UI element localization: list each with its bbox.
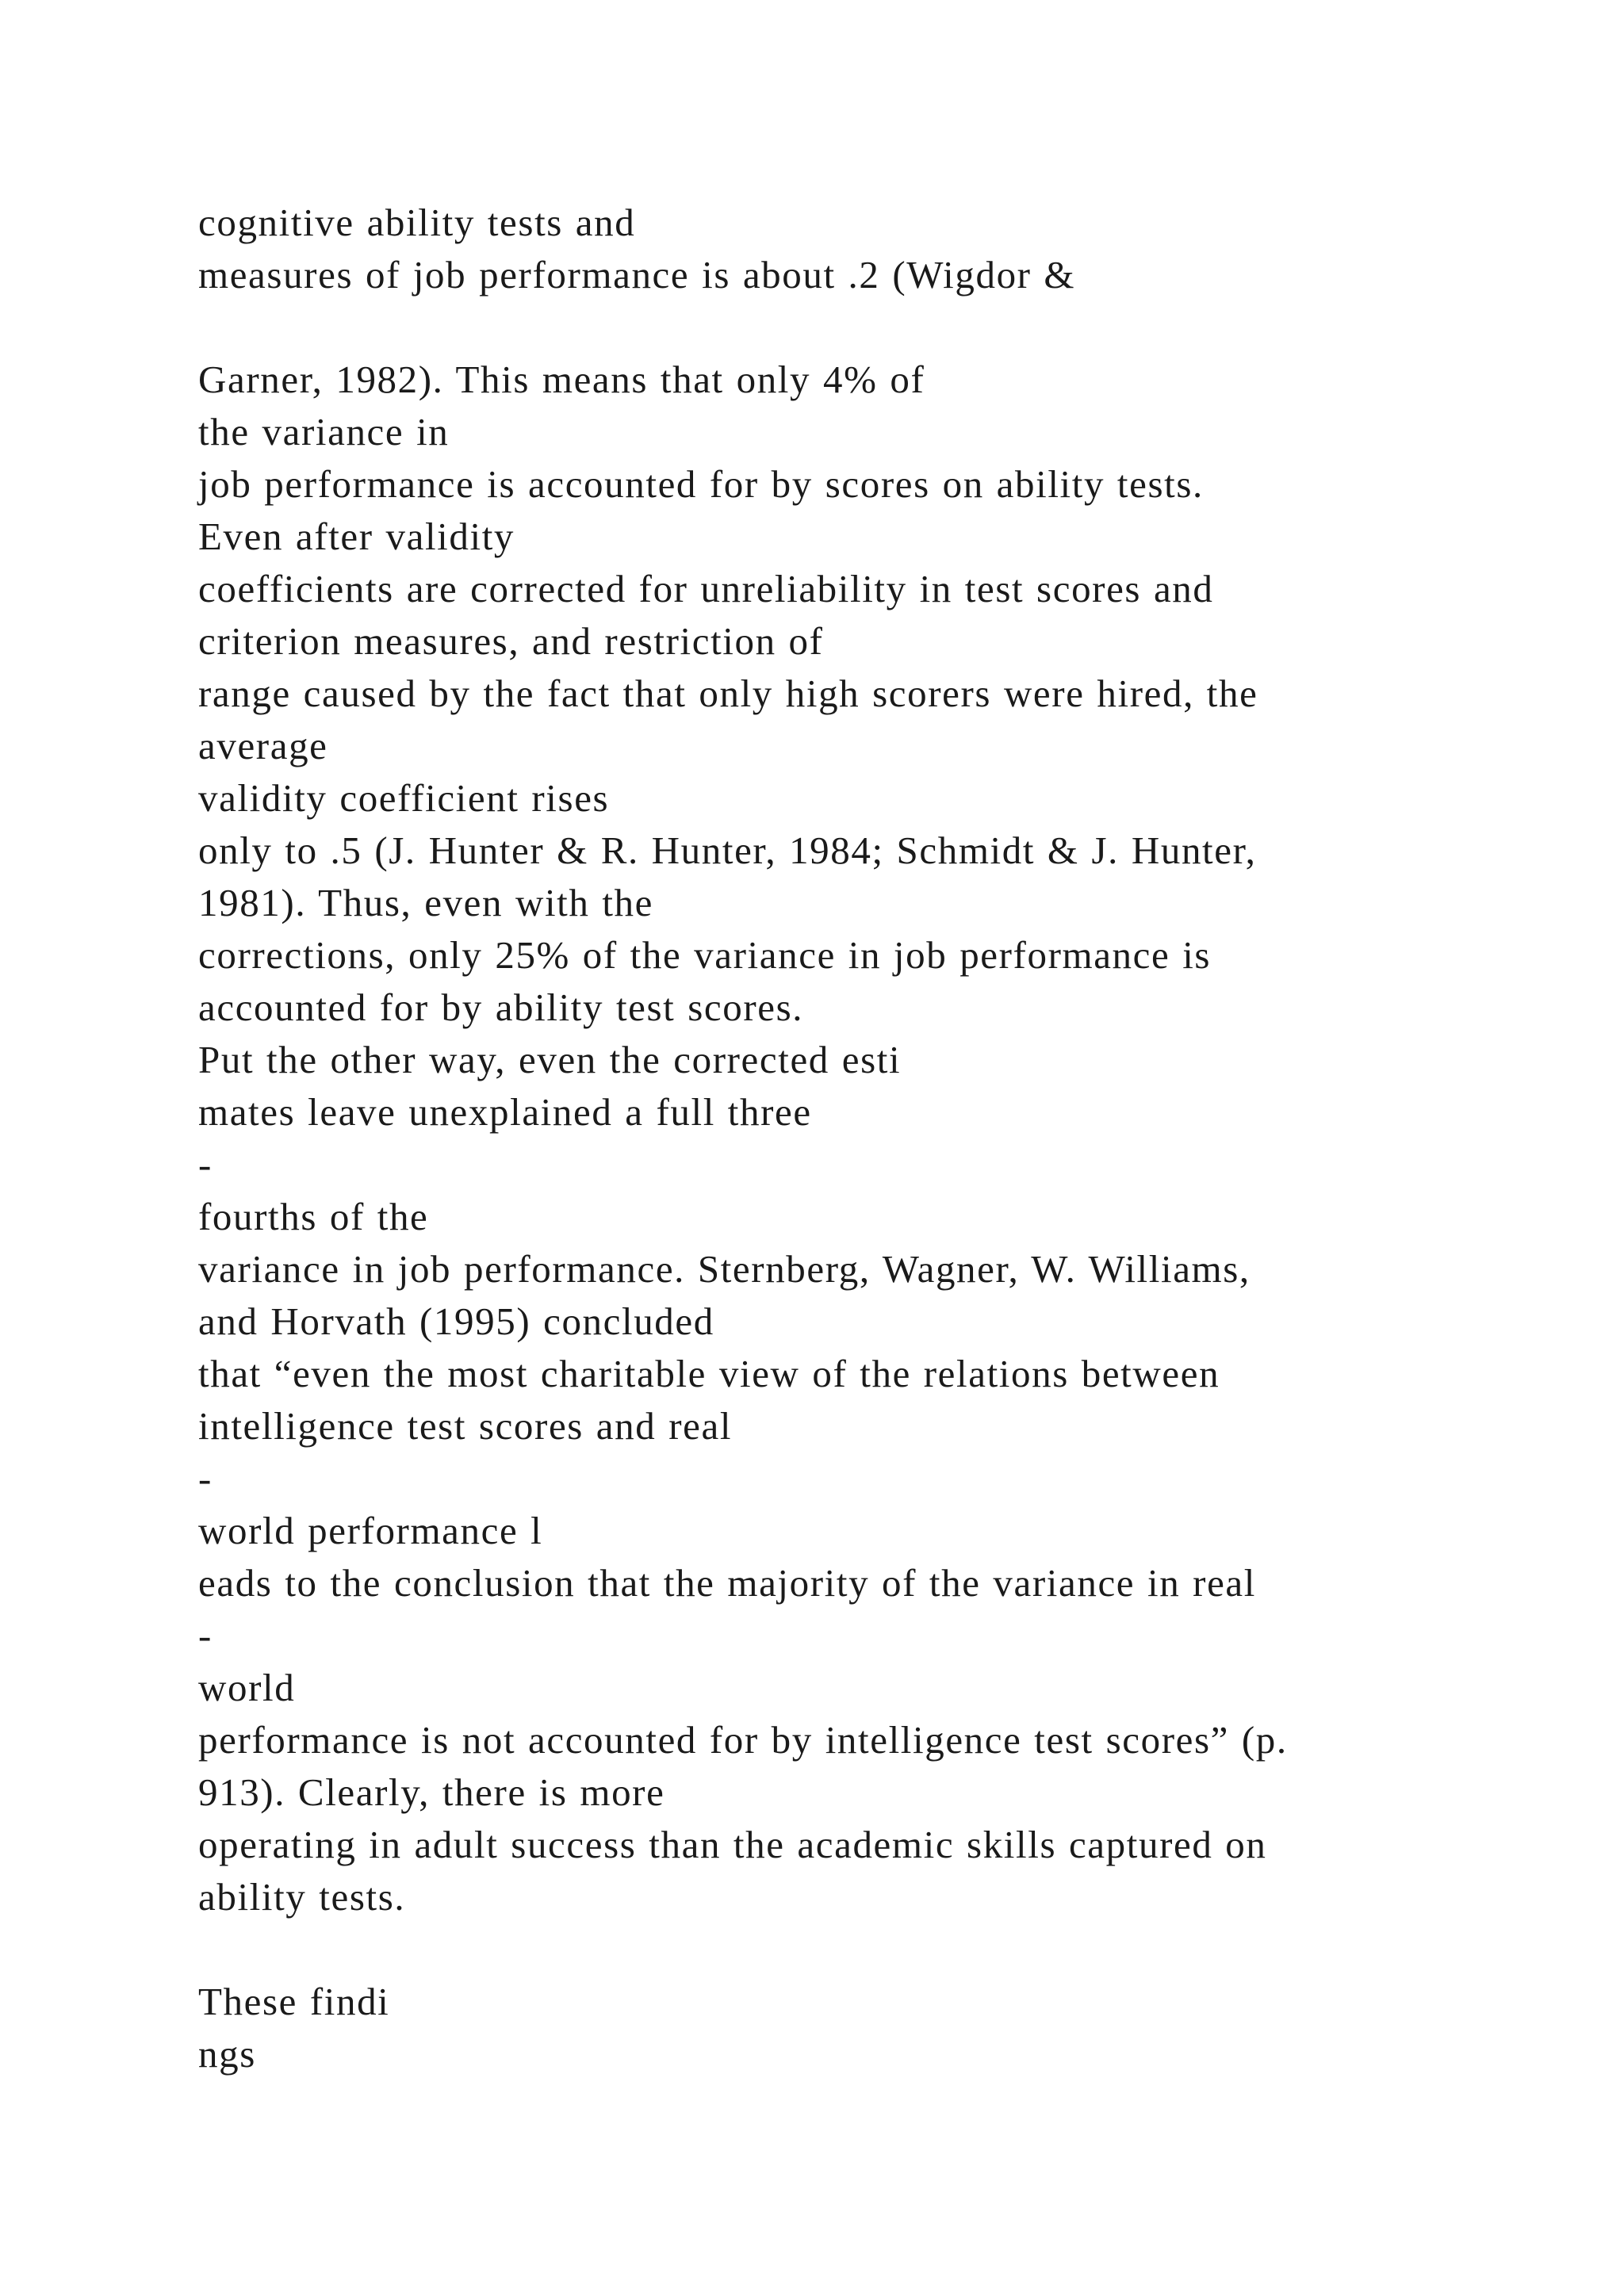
text-line: validity coefficient rises	[198, 776, 610, 820]
text-line: 913). Clearly, there is more	[198, 1770, 665, 1814]
text-line: ngs	[198, 2032, 256, 2076]
text-line: ability tests.	[198, 1875, 406, 1919]
text-line: intelligence test scores and real	[198, 1404, 733, 1448]
text-line: accounted for by ability test scores.	[198, 985, 804, 1029]
text-line: world	[198, 1666, 296, 1709]
hyphen-line: -	[198, 1456, 213, 1500]
text-line: Put the other way, even the corrected esti	[198, 1038, 902, 1081]
text-line: measures of job performance is about .2 (Wigdor &	[198, 253, 1076, 297]
text-line: only to .5 (J. Hunter & R. Hunter, 1984; Schmidt & J. Hunter,	[198, 828, 1257, 872]
text-line: mates leave unexplained a full three	[198, 1090, 812, 1134]
text-line: average	[198, 724, 328, 767]
text-line: cognitive ability tests and	[198, 201, 636, 244]
hyphen-line: -	[198, 1613, 213, 1657]
text-line: range caused by the fact that only high scorers were hired, the	[198, 672, 1258, 715]
text-line: world performance l	[198, 1509, 543, 1552]
blank-line	[198, 1923, 1562, 1976]
text-line: Even after validity	[198, 515, 515, 558]
text-line: variance in job performance. Sternberg, Wagner, W. Williams,	[198, 1247, 1251, 1291]
text-line: Garner, 1982). This means that only 4% of	[198, 358, 925, 401]
text-line: the variance in	[198, 410, 450, 453]
text-line: coefficients are corrected for unreliability in test scores and	[198, 567, 1214, 610]
blank-line	[198, 301, 1562, 354]
text-line: operating in adult success than the academic skills captured on	[198, 1823, 1267, 1866]
hyphen-line: -	[198, 1142, 213, 1186]
text-line: that “even the most charitable view of the relations between	[198, 1352, 1220, 1395]
text-line: corrections, only 25% of the variance in job performance is	[198, 933, 1212, 977]
text-line: criterion measures, and restriction of	[198, 619, 824, 663]
text-line: fourths of the	[198, 1195, 429, 1238]
text-line: job performance is accounted for by scores on ability tests.	[198, 462, 1204, 506]
document-text	[198, 197, 1562, 2080]
text-line: These findi	[198, 1980, 390, 2023]
text-line: 1981). Thus, even with the	[198, 881, 654, 924]
text-line: eads to the conclusion that the majority of the variance in real	[198, 1561, 1256, 1605]
text-line: and Horvath (1995) concluded	[198, 1299, 714, 1343]
text-line: performance is not accounted for by intelligence test scores” (p.	[198, 1718, 1288, 1762]
